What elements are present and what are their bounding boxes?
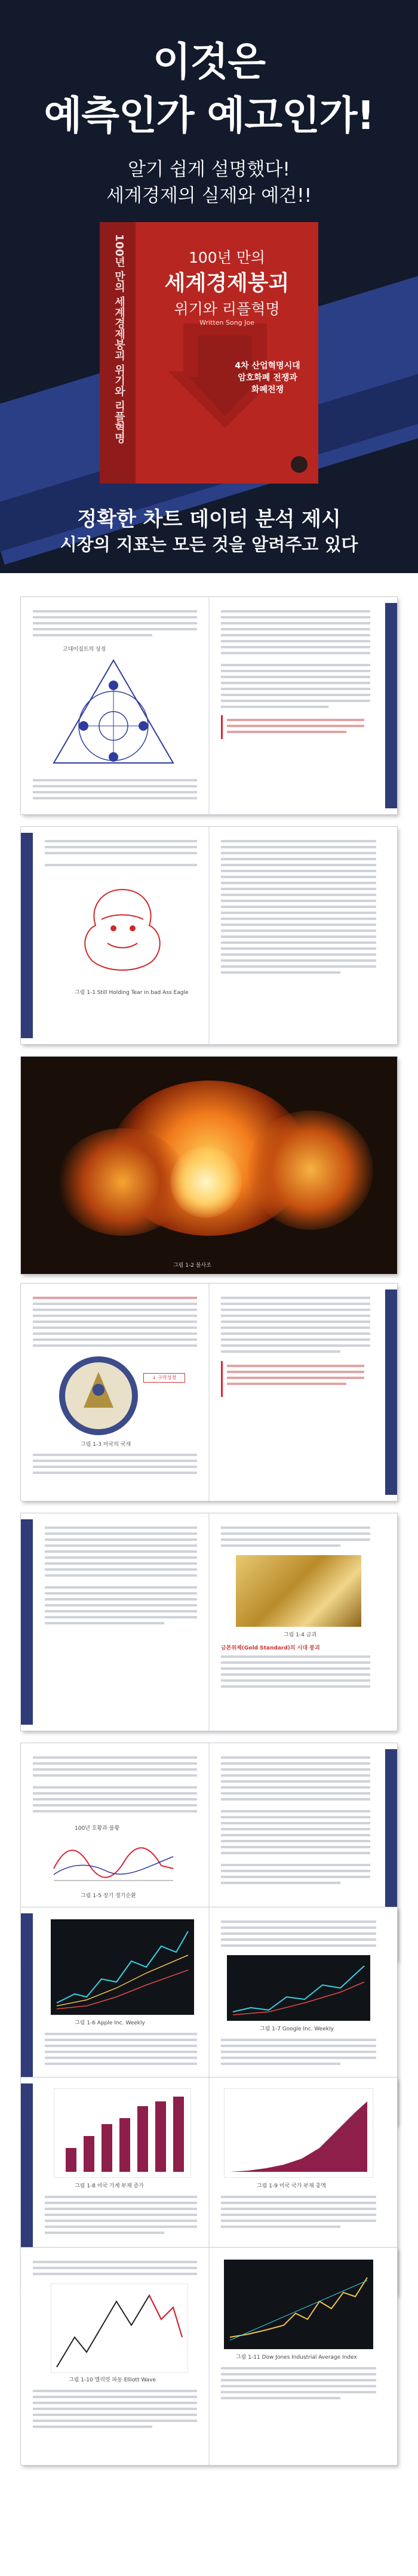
page-fold [208,1513,210,1731]
google-stock-chart [227,1955,370,2021]
elliott-wave-diagram [51,2283,188,2373]
us-great-seal-icon [57,1354,140,1438]
figure-caption: 그림 1-3 미국의 국새 [81,1442,131,1448]
figure-caption: 그림 1-5 장기 경기순환 [81,1893,136,1899]
chart-label: 100년 호황과 불황 [75,1826,120,1832]
cycle-chart [48,1833,179,1886]
book-title-large: 세계경제붕괴 [164,271,290,296]
page-fold [208,827,210,1044]
page-fold [208,2248,210,2465]
dow-jones-chart [224,2260,373,2349]
sub-heading: 금본위제(Gold Standard)의 시대 붕괴 [221,1645,320,1651]
spread-accent [21,833,33,1038]
book-title-small: 100년 만의 [188,249,266,266]
eagle-icon [66,878,179,985]
spread-4 [21,1284,397,1501]
side-label: ↓ 구약성경 [143,1373,185,1383]
book-tag-line2: 암호화폐 전쟁과 [238,373,297,383]
figure-caption: 고대이집트의 상징 [63,647,106,653]
book-spine-title: 100년 만의 세계경제붕괴 위기와 리플혁명 [113,234,125,444]
figure-caption-right: 그림 1-11 Dow Jones Industrial Average Index [236,2355,357,2360]
figure-caption-left: 그림 1-10 엘리엇 파동 Elliott Wave [69,2377,156,2383]
spread-accent [385,1289,397,1495]
hero-headline-line2: 예측인가 예고인가! [44,93,374,139]
gold-bars-photo [236,1555,361,1627]
section-heading2: 시장의 지표는 모든 것을 알려주고 있다 [60,534,358,555]
apple-stock-chart [51,1919,194,2015]
spread-1 [21,597,397,814]
spread-accent [385,603,397,808]
figure-caption-right: 그림 1-7 Google Inc. Weekly [260,2026,334,2032]
page-fold [208,1284,210,1501]
book-tag-line1: 4차 산업혁명시대 [235,361,300,371]
figure-caption-right: 그림 1-9 미국 국가 부채 총액 [257,2183,326,2189]
section-heading1: 정확한 차트 데이터 분석 제시 [77,507,341,531]
phoenix-photo [21,1057,397,1274]
hero-banner [0,0,418,573]
national-debt-area-chart [224,2088,373,2178]
hero-headline-line1: 이것은 [152,39,266,85]
spread-3 [21,1057,397,1274]
spread-2 [21,827,397,1044]
hero-subline1: 알기 쉽게 설명했다! [128,159,290,180]
spread-5 [21,1513,397,1731]
book-tag-line3: 화폐전쟁 [251,385,284,395]
hero-subline2: 세계경제의 실제와 예견!! [106,185,312,207]
sacred-geometry-diagram [48,655,179,769]
page-fold [208,597,210,814]
book-author: Written Song Joe [199,319,254,327]
publisher-logo-icon [291,456,308,473]
book-title-sub: 위기와 리플혁명 [174,300,280,318]
figure-caption: 그림 1-2 불사조 [173,1263,211,1269]
figure-caption-left: 그림 1-8 미국 가계 부채 증가 [75,2183,144,2189]
household-debt-bar-chart [54,2088,191,2178]
figure-caption: 그림 1-1 Still Holding Tear in bad Ass Eagle [75,990,189,996]
spread-accent [21,1519,33,1725]
book-cover [136,222,318,484]
figure-caption: 그림 1-4 금괴 [284,1632,317,1638]
spread-9 [21,2248,397,2465]
figure-caption-left: 그림 1-6 Apple Inc. Weekly [75,2020,145,2026]
